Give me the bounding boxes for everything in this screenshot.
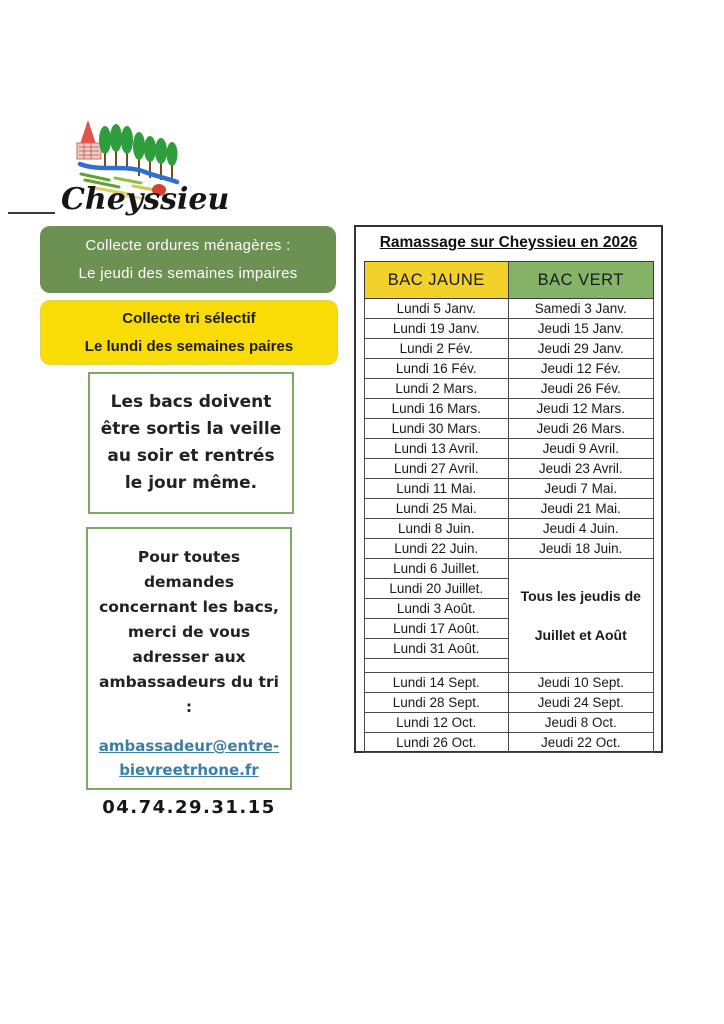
schedule-row xyxy=(364,459,653,479)
schedule-header-row xyxy=(364,262,653,299)
bac-jaune-cell: Lundi 8 Juin. xyxy=(364,519,509,539)
schedule-table xyxy=(364,261,654,753)
schedule-row xyxy=(364,539,653,559)
bac-vert-cell: Jeudi 12 Fév. xyxy=(509,359,654,379)
email-line2: bievreetrhone.fr xyxy=(119,761,259,779)
bac-vert-cell: Jeudi 18 Juin. xyxy=(509,539,654,559)
bac-vert-cell: Jeudi 4 Juin. xyxy=(509,519,654,539)
email-link[interactable] xyxy=(99,734,279,782)
bac-jaune-cell: Lundi 20 Juillet. xyxy=(364,579,509,599)
bac-vert-cell: Jeudi 12 Mars. xyxy=(509,399,654,419)
bac-vert-cell: Jeudi 24 Sept. xyxy=(509,693,654,713)
green-notice-line2: Le jeudi des semaines impaires xyxy=(78,264,298,282)
bac-jaune-cell: Lundi 5 Janv. xyxy=(364,299,509,319)
yellow-notice-line1: Collecte tri sélectif xyxy=(122,309,256,327)
bins-info-box xyxy=(88,372,294,514)
green-notice-line1: Collecte ordures ménagères : xyxy=(85,236,291,254)
contact-text: Pour toutes demandes concernant les bacs, merci de vous adresser aux ambassadeurs du tri : xyxy=(99,548,279,716)
summer-merged-cell xyxy=(509,559,654,673)
schedule-table-body xyxy=(364,299,653,753)
bac-vert-cell: Jeudi 7 Mai. xyxy=(509,479,654,499)
bac-jaune-cell: Lundi 2 Mars. xyxy=(364,379,509,399)
schedule-row xyxy=(364,479,653,499)
phone-number: 04.74.29.31.15 xyxy=(102,797,276,818)
cheyssieu-logo xyxy=(55,112,235,216)
bac-jaune-cell: Lundi 30 Mars. xyxy=(364,419,509,439)
yellow-notice-line2: Le lundi des semaines paires xyxy=(84,337,294,355)
bac-vert-cell: Jeudi 8 Oct. xyxy=(509,713,654,733)
logo-wordmark: Cheyssieu xyxy=(61,182,230,216)
schedule-row xyxy=(364,319,653,339)
schedule-row xyxy=(364,499,653,519)
bac-vert-cell: Jeudi 21 Mai. xyxy=(509,499,654,519)
summer-merged-line: Tous les jeudis de xyxy=(520,587,641,604)
green-notice xyxy=(40,226,336,293)
bac-jaune-cell: Lundi 19 Janv. xyxy=(364,319,509,339)
bac-jaune-cell: Lundi 28 Sept. xyxy=(364,693,509,713)
schedule-row xyxy=(364,519,653,539)
schedule-row xyxy=(364,713,653,733)
schedule-card xyxy=(354,225,663,753)
schedule-row xyxy=(364,673,653,693)
bac-jaune-cell: Lundi 26 Oct. xyxy=(364,733,509,753)
bac-jaune-cell: Lundi 22 Juin. xyxy=(364,539,509,559)
schedule-row xyxy=(364,359,653,379)
bac-jaune-cell: Lundi 27 Avril. xyxy=(364,459,509,479)
schedule-row xyxy=(364,399,653,419)
schedule-row-summer xyxy=(364,559,653,579)
bac-jaune-cell: Lundi 3 Août. xyxy=(364,599,509,619)
yellow-notice xyxy=(40,300,338,365)
summer-merged-line: Juillet et Août xyxy=(534,626,627,643)
spacer-cell xyxy=(364,659,509,673)
schedule-row xyxy=(364,299,653,319)
bac-vert-cell: Jeudi 10 Sept. xyxy=(509,673,654,693)
bac-jaune-cell: Lundi 25 Mai. xyxy=(364,499,509,519)
bac-vert-cell: Jeudi 29 Janv. xyxy=(509,339,654,359)
bac-vert-cell: Jeudi 15 Janv. xyxy=(509,319,654,339)
bac-jaune-cell: Lundi 16 Fév. xyxy=(364,359,509,379)
bac-vert-cell: Samedi 3 Janv. xyxy=(509,299,654,319)
schedule-row xyxy=(364,419,653,439)
bac-vert-cell: Jeudi 9 Avril. xyxy=(509,439,654,459)
bac-vert-cell: Jeudi 26 Mars. xyxy=(509,419,654,439)
bac-jaune-cell: Lundi 13 Avril. xyxy=(364,439,509,459)
bac-vert-cell: Jeudi 23 Avril. xyxy=(509,459,654,479)
contact-info-box xyxy=(86,527,292,818)
bac-jaune-cell: Lundi 6 Juillet. xyxy=(364,559,509,579)
header-bac-vert: BAC VERT xyxy=(509,262,654,299)
schedule-row xyxy=(364,693,653,713)
bac-jaune-cell: Lundi 14 Sept. xyxy=(364,673,509,693)
bac-vert-cell: Jeudi 22 Oct. xyxy=(509,733,654,753)
bac-vert-cell: Jeudi 26 Fév. xyxy=(509,379,654,399)
bac-jaune-cell: Lundi 12 Oct. xyxy=(364,713,509,733)
email-line1: ambassadeur@entre- xyxy=(98,737,280,755)
cheyssieu-logo-graphic xyxy=(55,112,235,216)
church-spire-icon xyxy=(80,120,96,144)
page-dash xyxy=(8,212,55,214)
schedule-row xyxy=(364,733,653,753)
bac-jaune-cell: Lundi 17 Août. xyxy=(364,619,509,639)
bac-jaune-cell: Lundi 2 Fév. xyxy=(364,339,509,359)
bins-info-text: Les bacs doivent être sortis la veille au soir et rentrés le jour même. xyxy=(100,392,282,493)
header-bac-jaune: BAC JAUNE xyxy=(364,262,509,299)
bac-jaune-cell: Lundi 11 Mai. xyxy=(364,479,509,499)
schedule-title: Ramassage sur Cheyssieu en 2026 xyxy=(379,234,638,251)
bac-jaune-cell: Lundi 31 Août. xyxy=(364,639,509,659)
schedule-row xyxy=(364,339,653,359)
bac-jaune-cell: Lundi 16 Mars. xyxy=(364,399,509,419)
schedule-row xyxy=(364,379,653,399)
schedule-row xyxy=(364,439,653,459)
